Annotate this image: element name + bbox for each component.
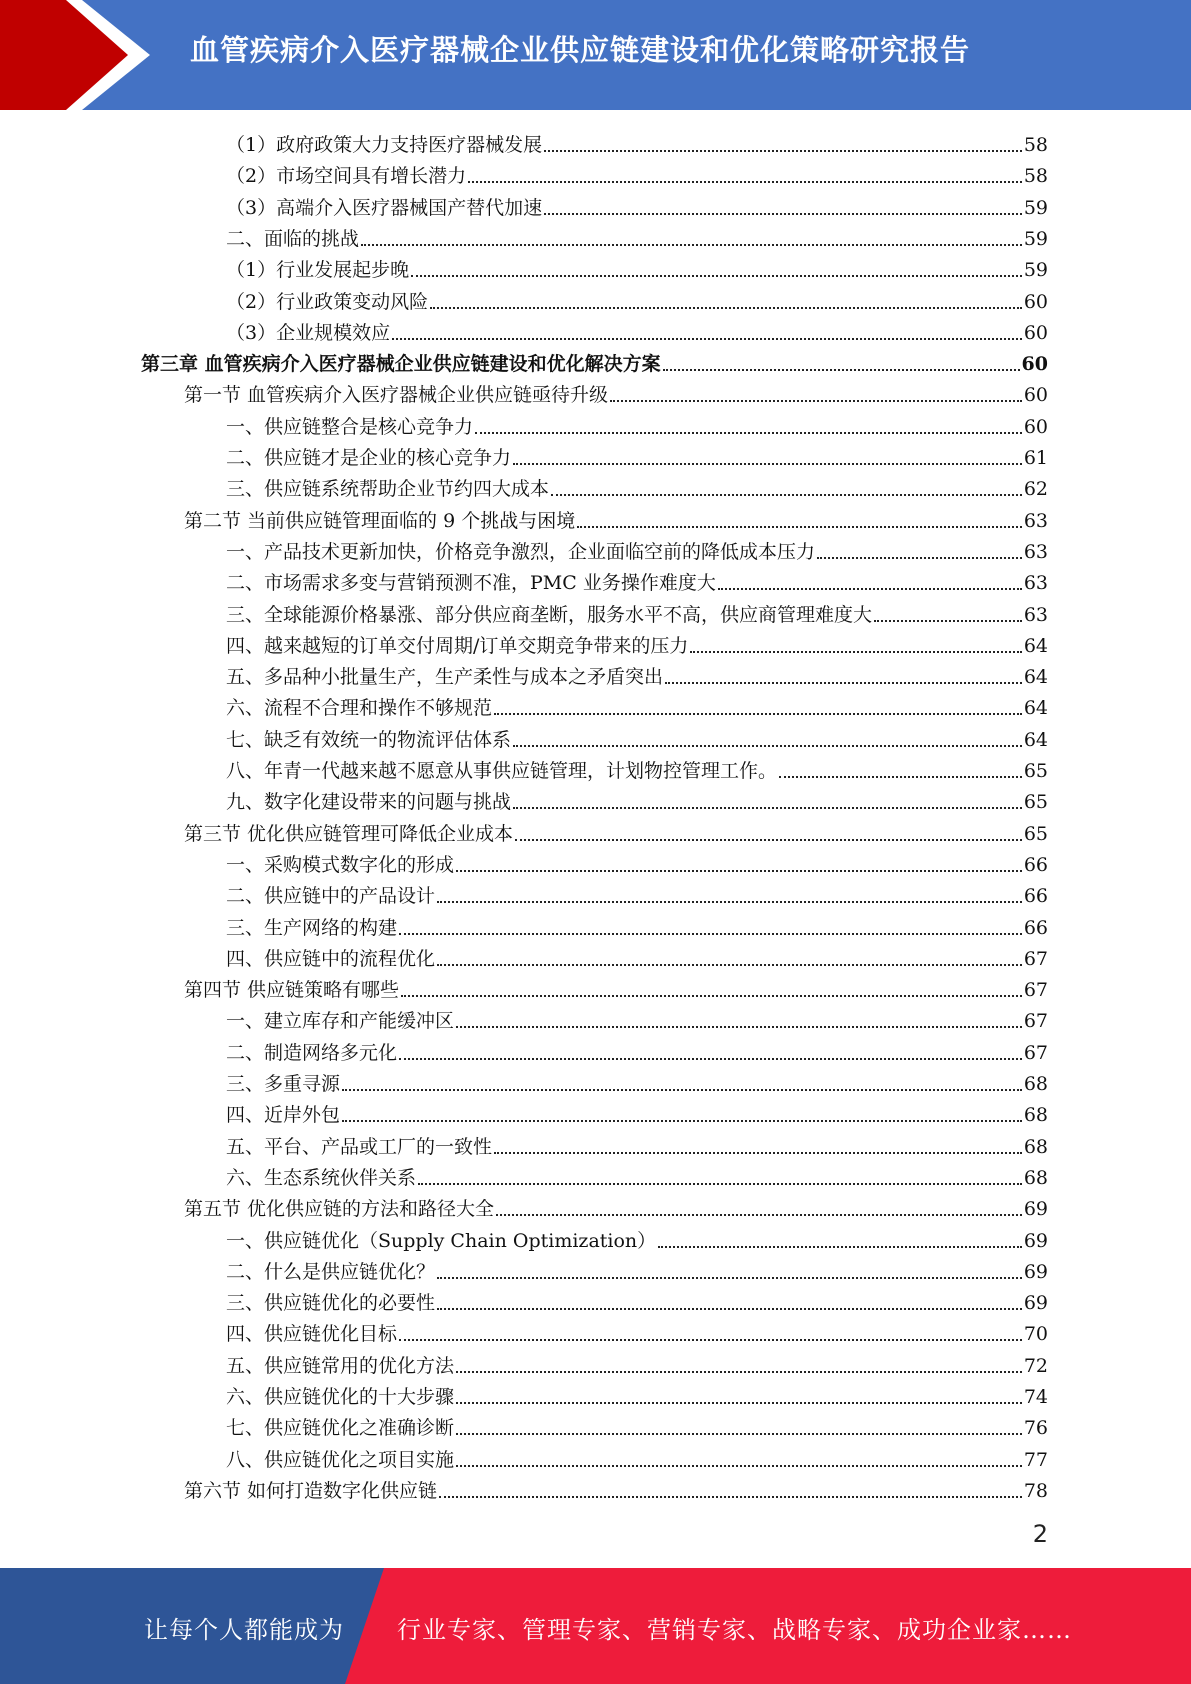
toc-entry-page: 64: [1023, 634, 1048, 657]
toc-entry-label: 七、供应链优化之准确诊断: [226, 1417, 455, 1440]
toc-entry[interactable]: [226, 721, 1048, 752]
footer-banner: [0, 1568, 1191, 1684]
toc-dot-leader: [399, 1339, 1022, 1341]
toc-dot-leader: [513, 807, 1022, 809]
toc-dot-leader: [551, 494, 1022, 496]
toc-dot-leader: [874, 620, 1022, 622]
toc-entry-page: 63: [1023, 509, 1048, 532]
toc-entry-page: 58: [1023, 134, 1048, 156]
toc-entry-label: 四、越来越短的订单交付周期/订单交期竞争带来的压力: [226, 634, 689, 657]
footer-slogan-left: 让每个人都能成为: [144, 1616, 344, 1644]
toc-entry[interactable]: [226, 877, 1048, 908]
toc-entry-page: 77: [1023, 1448, 1048, 1471]
toc-entry-page: 66: [1023, 885, 1048, 908]
toc-entry-page: 63: [1023, 572, 1048, 595]
toc-entry-page: 67: [1023, 1010, 1048, 1033]
toc-dot-leader: [496, 1214, 1022, 1216]
toc-entry[interactable]: [226, 596, 1048, 627]
toc-dot-leader: [513, 745, 1022, 747]
toc-entry-page: 64: [1023, 728, 1048, 751]
toc-entry[interactable]: [226, 909, 1048, 940]
toc-entry[interactable]: [226, 940, 1048, 971]
red-arrow-decoration: [0, 0, 160, 110]
toc-entry-page: 60: [1023, 384, 1048, 407]
toc-entry[interactable]: [226, 1159, 1048, 1190]
toc-entry-label: 七、缺乏有效统一的物流评估体系: [226, 728, 512, 751]
toc-entry[interactable]: [226, 1065, 1048, 1096]
toc-entry[interactable]: [184, 971, 1048, 1002]
toc-entry-label: 六、供应链优化的十大步骤: [226, 1386, 455, 1408]
toc-entry[interactable]: [226, 1222, 1048, 1253]
toc-entry-page: 69: [1023, 1229, 1048, 1252]
toc-entry-label: 三、多重寻源: [226, 1073, 341, 1095]
toc-entry[interactable]: [226, 1378, 1048, 1409]
toc-dot-leader: [399, 1058, 1022, 1060]
toc-entry-page: 65: [1023, 760, 1048, 782]
toc-dot-leader: [456, 1465, 1022, 1467]
toc-entry-label: 第一节 血管疾病介入医疗器械企业供应链亟待升级: [184, 384, 609, 407]
toc-entry-label: 五、多品种小批量生产，生产柔性与成本之矛盾突出: [226, 666, 664, 689]
toc-entry-label: 第四节 供应链策略有哪些: [184, 979, 400, 1002]
toc-entry-label: 一、供应链优化（Supply Chain Optimization）: [226, 1229, 657, 1252]
toc-entry-label: 八、供应链优化之项目实施: [226, 1448, 455, 1471]
toc-entry-page: 65: [1023, 822, 1048, 845]
page-number: 2: [1032, 1520, 1048, 1548]
toc-entry-page: 59: [1023, 259, 1048, 282]
toc-entry-label: （1）政府政策大力支持医疗器械发展: [226, 134, 543, 156]
toc-entry-label: （3）企业规模效应: [226, 321, 391, 344]
toc-entry-page: 78: [1023, 1479, 1048, 1502]
toc-entry-label: 第五节 优化供应链的方法和路径大全: [184, 1198, 495, 1221]
toc-dot-leader: [468, 181, 1022, 183]
toc-entry-page: 60: [1023, 321, 1048, 344]
toc-dot-leader: [456, 1026, 1022, 1028]
toc-entry-label: 二、供应链中的产品设计: [226, 885, 436, 908]
toc-entry-page: 62: [1023, 478, 1048, 501]
toc-entry-label: 第二节 当前供应链管理面临的 9 个挑战与困境: [184, 509, 576, 532]
toc-entry-page: 60: [1023, 415, 1048, 438]
toc-entry[interactable]: [226, 1347, 1048, 1378]
toc-dot-leader: [342, 1120, 1022, 1122]
toc-entry[interactable]: [226, 283, 1048, 314]
toc-entry-page: 72: [1023, 1354, 1048, 1377]
toc-dot-leader: [437, 964, 1022, 966]
toc-entry-page: 76: [1023, 1417, 1048, 1440]
toc-entry-label: 六、生态系统伙伴关系: [226, 1166, 417, 1189]
toc-entry-page: 74: [1023, 1386, 1048, 1408]
toc-entry[interactable]: [226, 1096, 1048, 1127]
toc-dot-leader: [544, 150, 1022, 152]
toc-dot-leader: [437, 1277, 1022, 1279]
toc-entry[interactable]: [226, 251, 1048, 282]
toc-entry-page: 69: [1023, 1198, 1048, 1221]
toc-entry-label: 二、面临的挑战: [226, 227, 360, 250]
toc-entry-page: 64: [1023, 666, 1048, 689]
toc-entry-page: 69: [1023, 1260, 1048, 1283]
toc-dot-leader: [437, 901, 1022, 903]
toc-dot-leader: [475, 432, 1022, 434]
toc-entry-label: 三、生产网络的构建: [226, 916, 398, 939]
toc-entry-label: 二、制造网络多元化: [226, 1041, 398, 1064]
toc-entry-label: 第六节 如何打造数字化供应链: [184, 1479, 438, 1502]
toc-entry-page: 68: [1023, 1073, 1048, 1095]
toc-entry[interactable]: [141, 345, 1048, 376]
toc-dot-leader: [437, 1308, 1022, 1310]
toc-dot-leader: [392, 338, 1022, 340]
toc-entry[interactable]: [226, 689, 1048, 720]
toc-dot-leader: [411, 275, 1022, 277]
toc-dot-leader: [817, 557, 1022, 559]
report-title: 血管疾病介入医疗器械企业供应链建设和优化策略研究报告: [190, 33, 971, 67]
toc-entry-label: （1）行业发展起步晚: [226, 259, 410, 282]
toc-entry-label: （2）市场空间具有增长潜力: [226, 165, 467, 188]
toc-entry-page: 63: [1023, 540, 1048, 563]
toc-dot-leader: [456, 1371, 1022, 1373]
toc-entry[interactable]: [226, 220, 1048, 251]
toc-entry[interactable]: [226, 533, 1048, 564]
toc-entry-label: 四、近岸外包: [226, 1104, 341, 1127]
toc-dot-leader: [456, 1433, 1022, 1435]
toc-dot-leader: [430, 307, 1022, 309]
toc-entry[interactable]: [226, 564, 1048, 595]
toc-entry-page: 59: [1023, 196, 1048, 219]
toc-dot-leader: [456, 870, 1022, 872]
toc-dot-leader: [718, 588, 1022, 590]
toc-dot-leader: [401, 995, 1022, 997]
toc-entry[interactable]: [226, 470, 1048, 501]
toc-entry-page: 68: [1023, 1104, 1048, 1127]
toc-entry-label: （2）行业政策变动风险: [226, 290, 429, 313]
toc-entry[interactable]: [184, 1190, 1048, 1221]
toc-entry-page: 68: [1023, 1135, 1048, 1158]
toc-entry[interactable]: [226, 1315, 1048, 1346]
toc-entry-label: 一、产品技术更新加快，价格竞争激烈，企业面临空前的降低成本压力: [226, 540, 816, 563]
toc-dot-leader: [494, 713, 1022, 715]
toc-entry-page: 65: [1023, 791, 1048, 814]
toc-entry-page: 63: [1023, 603, 1048, 626]
toc-dot-leader: [456, 1402, 1022, 1404]
toc-entry-label: （3）高端介入医疗器械国产替代加速: [226, 196, 543, 219]
toc-entry-label: 五、平台、产品或工厂的一致性: [226, 1135, 493, 1158]
toc-entry[interactable]: [226, 752, 1048, 783]
toc-entry[interactable]: [226, 846, 1048, 877]
toc-entry[interactable]: [184, 815, 1048, 846]
toc-entry-label: 六、流程不合理和操作不够规范: [226, 697, 493, 720]
toc-entry-page: 58: [1023, 165, 1048, 188]
toc-dot-leader: [665, 682, 1022, 684]
toc-dot-leader: [658, 1246, 1022, 1248]
toc-dot-leader: [513, 463, 1022, 465]
toc-dot-leader: [515, 839, 1022, 841]
toc-entry[interactable]: [226, 1441, 1048, 1472]
toc-entry[interactable]: [226, 439, 1048, 470]
toc-entry[interactable]: [184, 502, 1048, 533]
toc-entry-label: 第三节 优化供应链管理可降低企业成本: [184, 822, 514, 845]
toc-dot-leader: [779, 776, 1022, 778]
toc-entry-page: 60: [1021, 353, 1048, 376]
toc-entry-label: 九、数字化建设带来的问题与挑战: [226, 791, 512, 814]
toc-dot-leader: [399, 933, 1022, 935]
toc-entry[interactable]: [226, 783, 1048, 814]
toc-entry[interactable]: [184, 1472, 1048, 1503]
toc-dot-leader: [439, 1496, 1022, 1498]
toc-entry-label: 四、供应链优化目标: [226, 1323, 398, 1346]
toc-entry-label: 二、供应链才是企业的核心竞争力: [226, 447, 512, 469]
toc-dot-leader: [610, 400, 1022, 402]
toc-entry-label: 第三章 血管疾病介入医疗器械企业供应链建设和优化解决方案: [141, 353, 661, 376]
toc-entry-label: 一、建立库存和产能缓冲区: [226, 1010, 455, 1033]
toc-dot-leader: [418, 1183, 1022, 1185]
toc-entry-page: 64: [1023, 697, 1048, 720]
toc-entry-label: 一、供应链整合是核心竞争力: [226, 415, 474, 438]
toc-entry-label: 四、供应链中的流程优化: [226, 947, 436, 970]
toc-entry[interactable]: [226, 126, 1048, 157]
header-banner: [0, 0, 1191, 110]
toc-dot-leader: [494, 1152, 1022, 1154]
toc-entry[interactable]: [226, 1284, 1048, 1315]
toc-entry[interactable]: [226, 1409, 1048, 1440]
toc-entry-label: 三、供应链优化的必要性: [226, 1292, 436, 1315]
toc-entry[interactable]: [226, 627, 1048, 658]
toc-entry-page: 66: [1023, 916, 1048, 939]
toc-dot-leader: [577, 526, 1022, 528]
toc-entry-page: 60: [1023, 290, 1048, 313]
toc-entry[interactable]: [226, 1002, 1048, 1033]
toc-entry[interactable]: [226, 1128, 1048, 1159]
toc-entry-page: 67: [1023, 947, 1048, 970]
toc-dot-leader: [690, 651, 1021, 653]
toc-entry[interactable]: [184, 376, 1048, 407]
toc-entry-page: 61: [1023, 447, 1048, 469]
toc-entry-page: 67: [1023, 979, 1048, 1002]
toc-entry[interactable]: [226, 314, 1048, 345]
toc-entry-label: 二、什么是供应链优化？: [226, 1260, 436, 1283]
toc-entry-label: 二、市场需求多变与营销预测不准，PMC 业务操作难度大: [226, 572, 716, 595]
toc-dot-leader: [361, 244, 1022, 246]
toc-dot-leader: [342, 1089, 1022, 1091]
toc-entry-page: 70: [1023, 1323, 1048, 1346]
toc-entry-label: 三、供应链系统帮助企业节约四大成本: [226, 478, 550, 501]
toc-entry[interactable]: [226, 157, 1048, 188]
footer-slogan-right: 行业专家、管理专家、营销专家、战略专家、成功企业家……: [397, 1616, 1072, 1644]
toc-entry-label: 三、全球能源价格暴涨、部分供应商垄断，服务水平不高，供应商管理难度大: [226, 603, 873, 626]
toc-dot-leader: [663, 369, 1020, 371]
toc-entry[interactable]: [226, 408, 1048, 439]
toc-entry[interactable]: [226, 1253, 1048, 1284]
toc-entry-page: 59: [1023, 227, 1048, 250]
toc-entry-page: 68: [1023, 1166, 1048, 1189]
toc-entry[interactable]: [226, 658, 1048, 689]
toc-entry-label: 一、采购模式数字化的形成: [226, 853, 455, 876]
toc-entry-label: 八、年青一代越来越不愿意从事供应链管理，计划物控管理工作。: [226, 760, 778, 782]
toc-entry-label: 五、供应链常用的优化方法: [226, 1354, 455, 1377]
toc-dot-leader: [544, 213, 1022, 215]
toc-entry[interactable]: [226, 1034, 1048, 1065]
toc-entry-page: 69: [1023, 1292, 1048, 1315]
toc-entry-page: 66: [1023, 853, 1048, 876]
toc-entry-page: 67: [1023, 1041, 1048, 1064]
toc-entry[interactable]: [226, 189, 1048, 220]
